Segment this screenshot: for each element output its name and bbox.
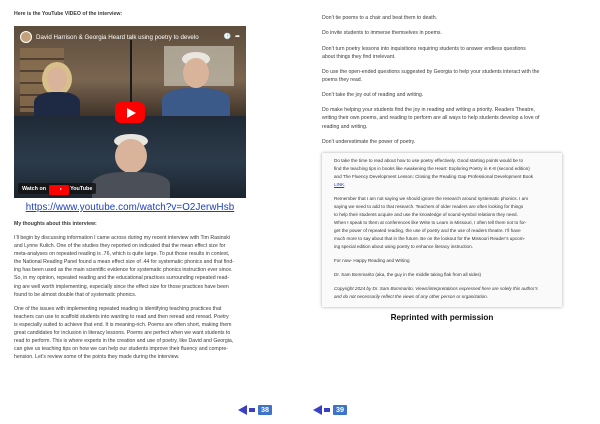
para-line: found to be almost double that of systematic phonics.: [14, 291, 137, 298]
para-line: the National Reading Panel found a mean effect size of .44 for systematic phonics and that find-: [14, 259, 234, 266]
box-line: Do take the time to read about how to use poetry effectively. Good starting points would be to: [334, 158, 524, 163]
right-page: [300, 0, 600, 424]
point-line: reading and writing.: [322, 123, 368, 130]
thoughts-heading: My thoughts about this interview:: [14, 221, 97, 228]
point-line: Do use the open-ended questions suggested by Georgia to help your students interact with the: [322, 68, 540, 75]
point-line: Do invite students to immerse themselves in poems.: [322, 30, 442, 37]
para-line: and Lynne Kulich. One of the studies they reported on indicated that the mean effect size for: [14, 243, 226, 250]
man-body: [162, 88, 230, 118]
watch-on-label: Watch on: [22, 185, 47, 192]
box-line: When I speak to them at conferences like Write to Learn in Missouri, I often tell them not to for-: [334, 220, 527, 226]
point-3: [322, 45, 590, 61]
para-line: meta-analyses on repeated reading is .76, which is quite large. To put those results in context,: [14, 251, 230, 258]
play-icon: [127, 108, 136, 118]
point-line: Don’t take the joy out of reading and writing.: [322, 92, 424, 99]
share-icon[interactable]: ➦: [234, 34, 240, 41]
para-line: I’ll begin by discussing information I came across during my recent interview with Tim Rasinski: [14, 235, 230, 242]
point-line: Don’t tie poems to a chair and beat them to death.: [322, 15, 438, 21]
box-line: Remember that I am not saying we should ignore the research around systematic phonics. I am: [334, 196, 529, 202]
video-title[interactable]: David Harrison & Georgia Heard talk using poetry to develo: [36, 33, 199, 41]
paragraph-poetry: [14, 305, 292, 361]
box-line: LINK.: [334, 182, 346, 188]
point-line: writing their own poems, and reading to perform are all ways to help students develop a love of: [322, 115, 540, 122]
youtube-link[interactable]: https://www.youtube.com/watch?v=O2JerwHsb: [25, 202, 235, 214]
point-line: Don’t underestimate the power of poetry.: [322, 138, 416, 145]
para-line: is especially suited to achieve that end. It is meaning-rich. Poems are often short, making them: [14, 321, 232, 328]
para-line: read to perform. This is where experts in the creation and use of poetry, like David and Georgia,: [14, 337, 234, 344]
link-button[interactable]: LINK: [334, 182, 345, 188]
host-body: [92, 172, 170, 198]
page-38-nav[interactable]: [238, 405, 272, 415]
point-6: [322, 106, 590, 130]
page-number-38: 38: [258, 405, 272, 415]
copyright-line: and do not necessarily reflect the views of any other person or organization.: [334, 294, 488, 300]
host-face: [115, 139, 147, 173]
woman-face: [47, 67, 67, 91]
para-line: can give us teaching tips on how we can help our students improve their fluency and compre-: [14, 345, 228, 352]
para-line: teachers can use to scaffold students into wanting to read and then reread and reread. Poetry: [14, 313, 229, 320]
video-title-bar: [20, 30, 240, 44]
copyright-line: Copyright 2024 by Dr. Sam Bommarito. Views/interpretations expressed here are solely this author’s: [334, 286, 538, 292]
youtube-video-embed[interactable]: [14, 26, 246, 198]
point-5: [322, 91, 590, 99]
play-button[interactable]: [115, 102, 145, 123]
box-line: find the teaching tips in books like Awakening the Heart: Exploring Poetry in K-8 (second edition): [334, 166, 530, 172]
point-2: [322, 29, 590, 37]
video-intro-heading: Here is the YouTube VIDEO of the interview:: [14, 11, 123, 17]
back-arrow-icon: [238, 405, 247, 415]
point-line: about things they find irrelevant.: [322, 53, 396, 60]
watch-later-icon[interactable]: 🕒: [223, 34, 231, 41]
page-39-nav[interactable]: [313, 405, 347, 415]
man-face: [183, 58, 209, 88]
paragraph-effect-size: [14, 234, 292, 299]
reprint-box: [322, 153, 562, 307]
para-line: One of the issues with implementing repeated reading is identifying teaching practices that: [14, 305, 222, 312]
point-4: [322, 68, 590, 84]
point-line: Don’t turn poetry lessons into inquisitions requiring students to answer endless questions: [322, 45, 526, 52]
point-7: [322, 138, 590, 146]
author-line: Dr. Sam Bommarito (aka, the guy in the middle taking flak from all sides): [334, 272, 482, 278]
box-line: ing special edition about using poetry to enhance literacy instruction.: [334, 244, 473, 250]
point-line: Do make helping your students find the joy in reading and writing a priority. Readers Theatre,: [322, 107, 535, 114]
para-line: hension. Let’s review some of the points they made during the interview.: [14, 354, 180, 360]
back-arrow-icon: [313, 405, 322, 415]
channel-avatar[interactable]: [20, 31, 32, 43]
watch-on-youtube-button[interactable]: [18, 183, 96, 194]
para-line: So, in my opinion, repeated reading and the educational practices surrounding repeated read-: [14, 275, 230, 282]
box-line: to help their students acquire and use the knowledge of sound-symbol relations they need.: [334, 212, 518, 218]
box-line: get the power of repeated reading, the use of poetry and the use of readers theatre. I’ll have: [334, 228, 521, 234]
point-1: [322, 14, 590, 22]
box-line: and The Fluency Development Lesson: Closing the Reading Gap Professional Development Book: [334, 174, 534, 180]
para-line: ing are well worth implementing, especially since the effect size for those practices have been: [14, 283, 229, 290]
point-line: poems they read.: [322, 76, 363, 83]
signoff: For now- Happy Reading and Writing: [334, 258, 410, 264]
youtube-logo-icon: YouTube: [49, 183, 92, 195]
box-line: much more to say about that in the future. Be on the lookout for the Missouri Reader’s upcom-: [334, 236, 526, 242]
woman-body: [34, 92, 80, 118]
para-line: great candidates for inclusion in literacy lessons. Poems are perfect when we want students to: [14, 329, 231, 336]
box-line: saying we need to add to that research. Teachers of older readers are often looking for things: [334, 204, 524, 210]
reprinted-with-permission: Reprinted with permission: [390, 313, 494, 323]
para-line: ing has been used as the main scientific evidence for systematic phonics instruction ever since.: [14, 267, 233, 274]
page-number-39: 39: [333, 405, 347, 415]
